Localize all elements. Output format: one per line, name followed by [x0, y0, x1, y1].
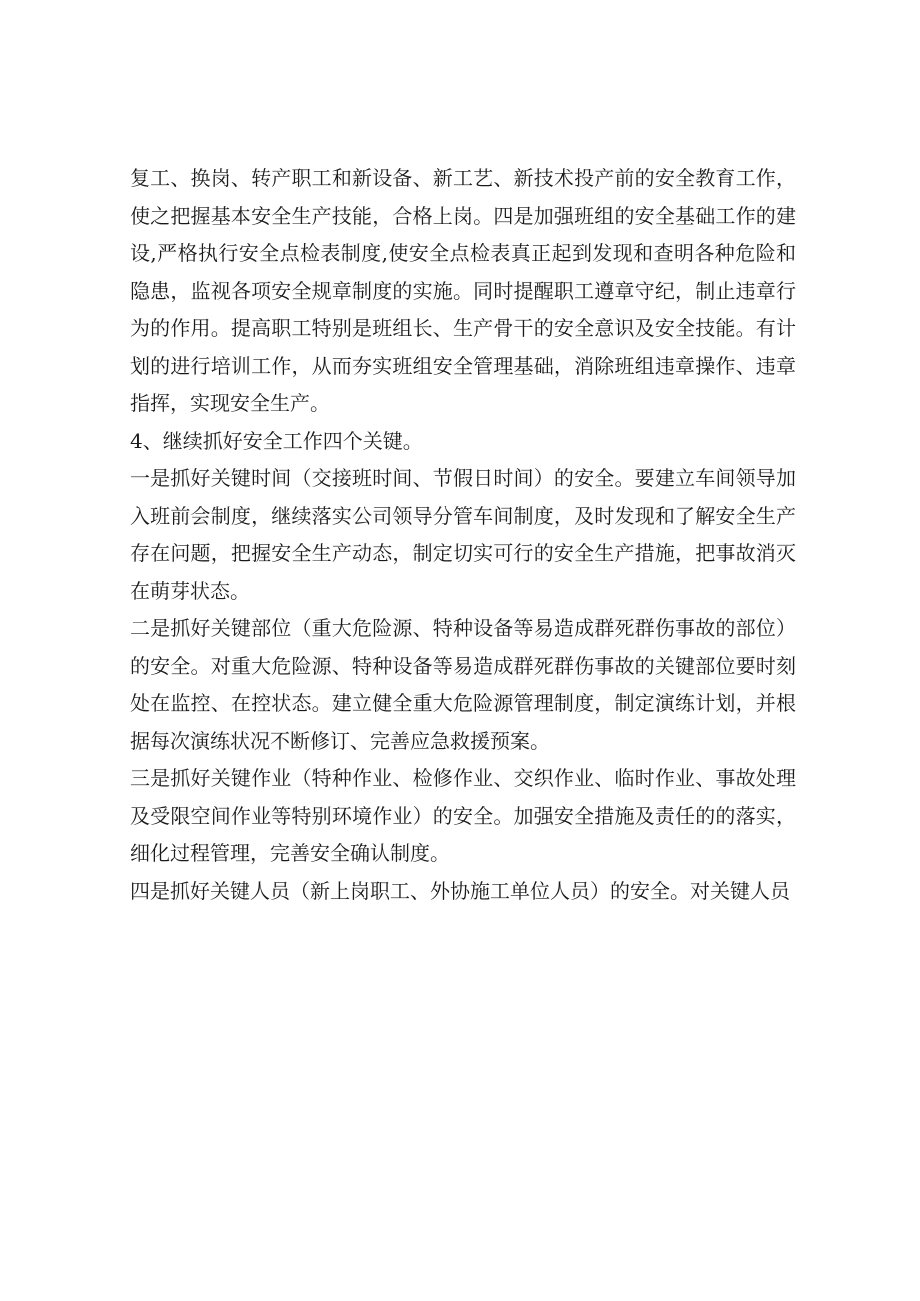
document-page — [130, 160, 796, 910]
paragraph-key-personnel: 四是抓好关键人员（新上岗职工、外协施工单位人员）的安全。对关键人员 — [130, 878, 790, 903]
paragraph-key-location: 二是抓好关键部位（重大危险源、特种设备等易造成群死群伤事故的部位）的安全。对重大危险源、特种设备等易造成群死群伤事故的关键部位要时刻处在监控、在控状态。建立健全重大危险源管理制度，制定演练计划，并根据每次演练状况不断修订、完善应急救援预案。 — [130, 616, 796, 753]
paragraph-heading-four-keys: 4、继续抓好安全工作四个关键。 — [130, 428, 423, 453]
paragraph-training: 复工、换岗、转产职工和新设备、新工艺、新技术投产前的安全教育工作，使之把握基本安全生产技能，合格上岗。四是加强班组的安全基础工作的建设,严格执行安全点检表制度,使安全点检表真正起到发现和查明各种危险和隐患，监视各项安全规章制度的实施。同时提醒职工遵章守纪，制止违章行为的作用。提高职工特别是班组长、生产骨干的安全意识及安全技能。有计划的进行培训工作，从而夯实班组安全管理基础，消除班组违章操作、违章指挥，实现安全生产。 — [130, 166, 796, 415]
paragraph-key-time: 一是抓好关键时间（交接班时间、节假日时间）的安全。要建立车间领导加入班前会制度，继续落实公司领导分管车间制度，及时发现和了解安全生产存在问题，把握安全生产动态，制定切实可行的安全生产措施，把事故消灭在萌芽状态。 — [130, 466, 796, 603]
paragraph-key-operation: 三是抓好关键作业（特种作业、检修作业、交织作业、临时作业、事故处理及受限空间作业等特别环境作业）的安全。加强安全措施及责任的的落实，细化过程管理，完善安全确认制度。 — [130, 766, 796, 865]
